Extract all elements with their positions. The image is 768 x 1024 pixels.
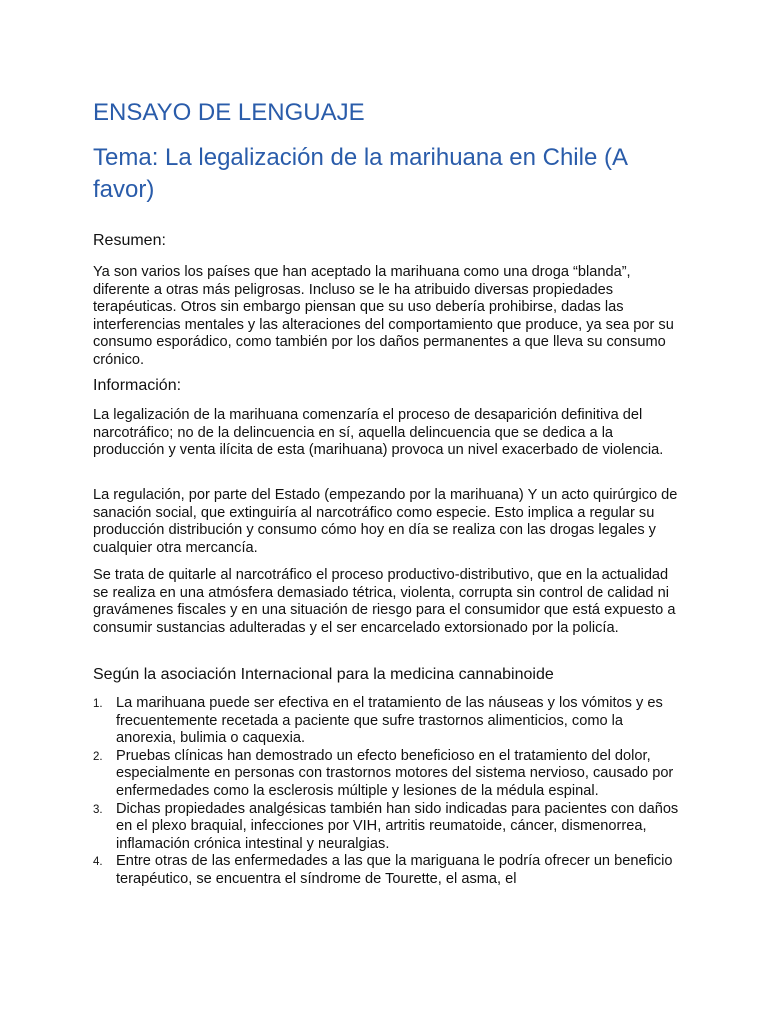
document-subtitle: Tema: La legalización de la marihuana en Chile (A favor) [93, 144, 627, 203]
informacion-paragraph-2: La regulación, por parte del Estado (empezando por la marihuana) Y un acto quirúrgico de sanación social, que extinguiría al narcotráfico como especie. Esto implica a regular su producción distribución y consumo cómo hoy en día se realiza con las drogas legales y cualquier otra mercancía. [93, 487, 678, 556]
resumen-paragraph: Ya son varios los países que han aceptado la marihuana como una droga “blanda”, diferente a otras más peligrosas. Incluso se le ha atribuido diversas propiedades terapéuticas. Otros sin embargo piensan que su uso debería prohibirse, dadas las interferencias mentales y las alteraciones del comportamiento que produce, ya sea por su consumo esporádico, como también por los daños permanentes a que lleva su consumo crónico. [93, 264, 674, 368]
list-item-text: Entre otras de las enfermedades a las que la mariguana le podría ofrecer un beneficio terapéutico, se encuentra el síndrome de Tourette, el asma, el [116, 853, 673, 887]
benefits-list [93, 695, 683, 889]
list-item-number: 3. [93, 803, 103, 816]
list-item [93, 801, 683, 854]
informacion-paragraph-1: La legalización de la marihuana comenzaría el proceso de desaparición definitiva del narcotráfico; no de la delincuencia en sí, aquella delincuencia que se dedica a la producción y venta ilícita de esta (marihuana) provoca un nivel exacerbado de violencia. [93, 407, 664, 459]
list-item-number: 2. [93, 750, 103, 763]
list-item [93, 695, 683, 748]
list-item-text: Dichas propiedades analgésicas también han sido indicadas para pacientes con daños en el plexo braquial, infecciones por VIH, artritis reumatoide, cáncer, dismenorrea, inflamación crónica intestinal y neuralgias. [116, 800, 679, 852]
list-item-text: La marihuana puede ser efectiva en el tratamiento de las náuseas y los vómitos y es frecuentemente recetada a paciente que sufre trastornos alimenticios, como la anorexia, bulimia o caquexia. [116, 695, 663, 747]
list-item-number: 4. [93, 856, 103, 869]
informacion-heading: Información: [93, 377, 182, 394]
informacion-paragraph-3: Se trata de quitarle al narcotráfico el proceso productivo-distributivo, que en la actualidad se realiza en una atmósfera demasiado tétrica, violenta, corrupta sin control de calidad ni gravámenes fiscales y en una situación de riesgo para el consumidor que está expuesto a consumir sustancias adulteradas y el ser encarcelado extorsionado por la policía. [93, 567, 676, 636]
document-title: ENSAYO DE LENGUAJE [93, 99, 365, 126]
list-item [93, 748, 683, 801]
resumen-heading: Resumen: [93, 232, 166, 249]
list-item-number: 1. [93, 698, 103, 710]
list-item [93, 853, 683, 888]
list-item-text: Pruebas clínicas han demostrado un efecto beneficioso en el tratamiento del dolor, especialmente en personas con trastornos motores del sistema nervioso, causado por enfermedades como la esclerosis múltiple y lesiones de la médula espinal. [116, 747, 674, 799]
asociacion-heading: Según la asociación Internacional para la medicina cannabinoide [93, 666, 554, 683]
